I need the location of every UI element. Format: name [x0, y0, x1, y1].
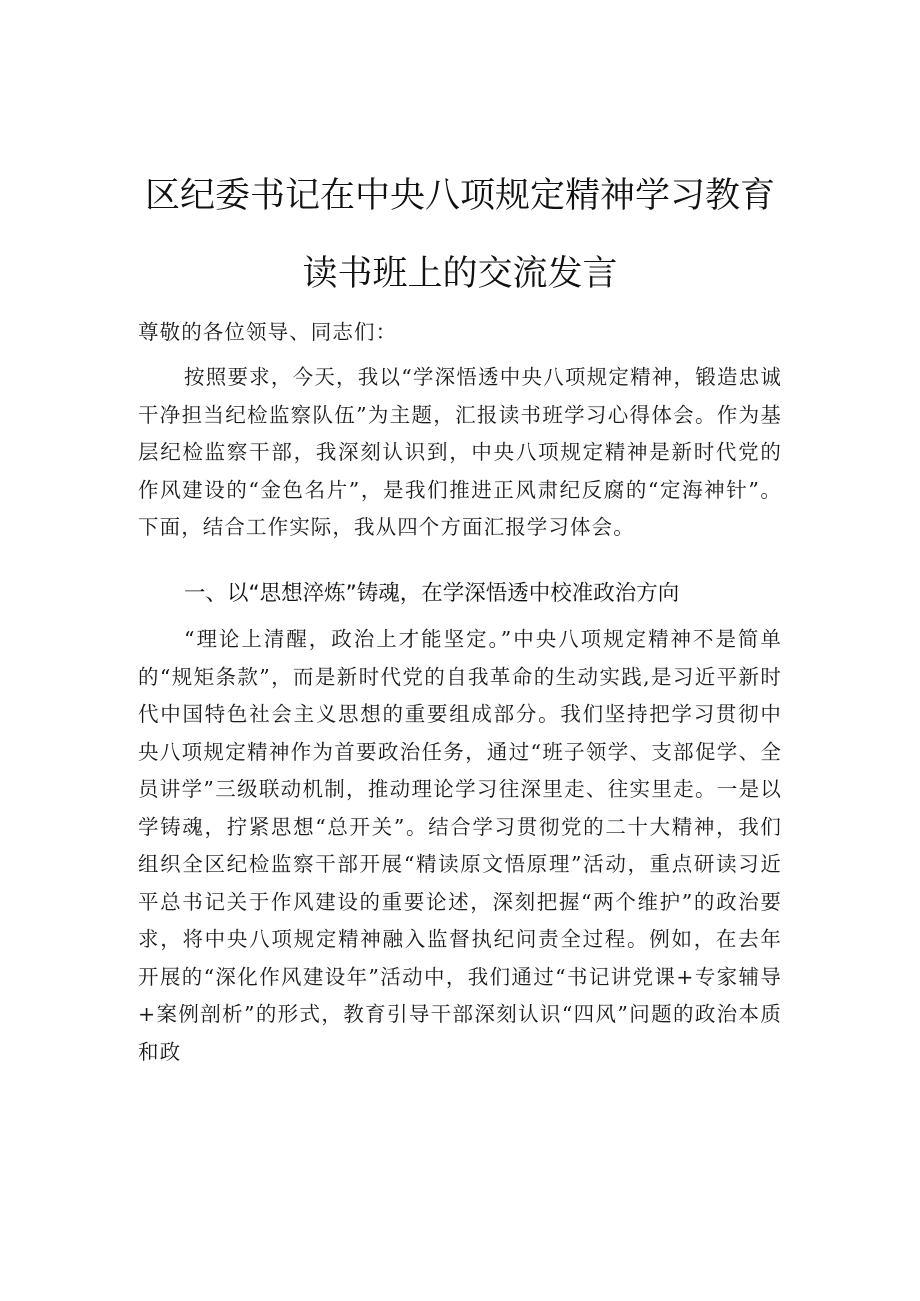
document-title-line-1: 区纪委书记在中央八项规定精神学习教育 [144, 176, 775, 216]
document-title-line-2: 读书班上的交流发言 [302, 254, 618, 294]
section-heading-1: 一、以“思想淬炼”铸魂，在学深悟透中校准政治方向 [184, 581, 680, 606]
salutation: 尊敬的各位领导、同志们： [138, 320, 398, 344]
paragraph-section-1: “理论上清醒，政治上才能坚定。”中央八项规定精神不是简单的“规矩条款”，而是新时代党的自我革命的生动实践,是习近平新时代中国特色社会主义思想的重要组成部分。我们坚持把学习贯彻中央八项规定精神作为首要政治任务，通过“班子领学、支部促学、全员讲学”三级联动机制，推动理论学习往深里走、往实里走。一是以学铸魂，拧紧思想“总开关”。结合学习贯彻党的二十大精神，我们组织全区纪检监察干部开展“精读原文悟原理”活动，重点研读习近平总书记关于作风建设的重要论述，深刻把握“两个维护”的政治要求，将中央八项规定精神融入监督执纪问责全过程。例如，在去年开展的“深化作风建设年”活动中，我们通过“书记讲党课+专家辅导+案例剖析”的形式，教育引导干部深刻认识“四风”问题的政治本质和政 [138, 627, 782, 1064]
paragraph-intro: 按照要求，今天，我以“学深悟透中央八项规定精神，锻造忠诚干净担当纪检监察队伍”为主题，汇报读书班学习心得体会。作为基层纪检监察干部，我深刻认识到，中央八项规定精神是新时代党的作风建设的“金色名片”，是我们推进正风肃纪反腐的“定海神针”。下面，结合工作实际，我从四个方面汇报学习体会。 [138, 365, 782, 539]
